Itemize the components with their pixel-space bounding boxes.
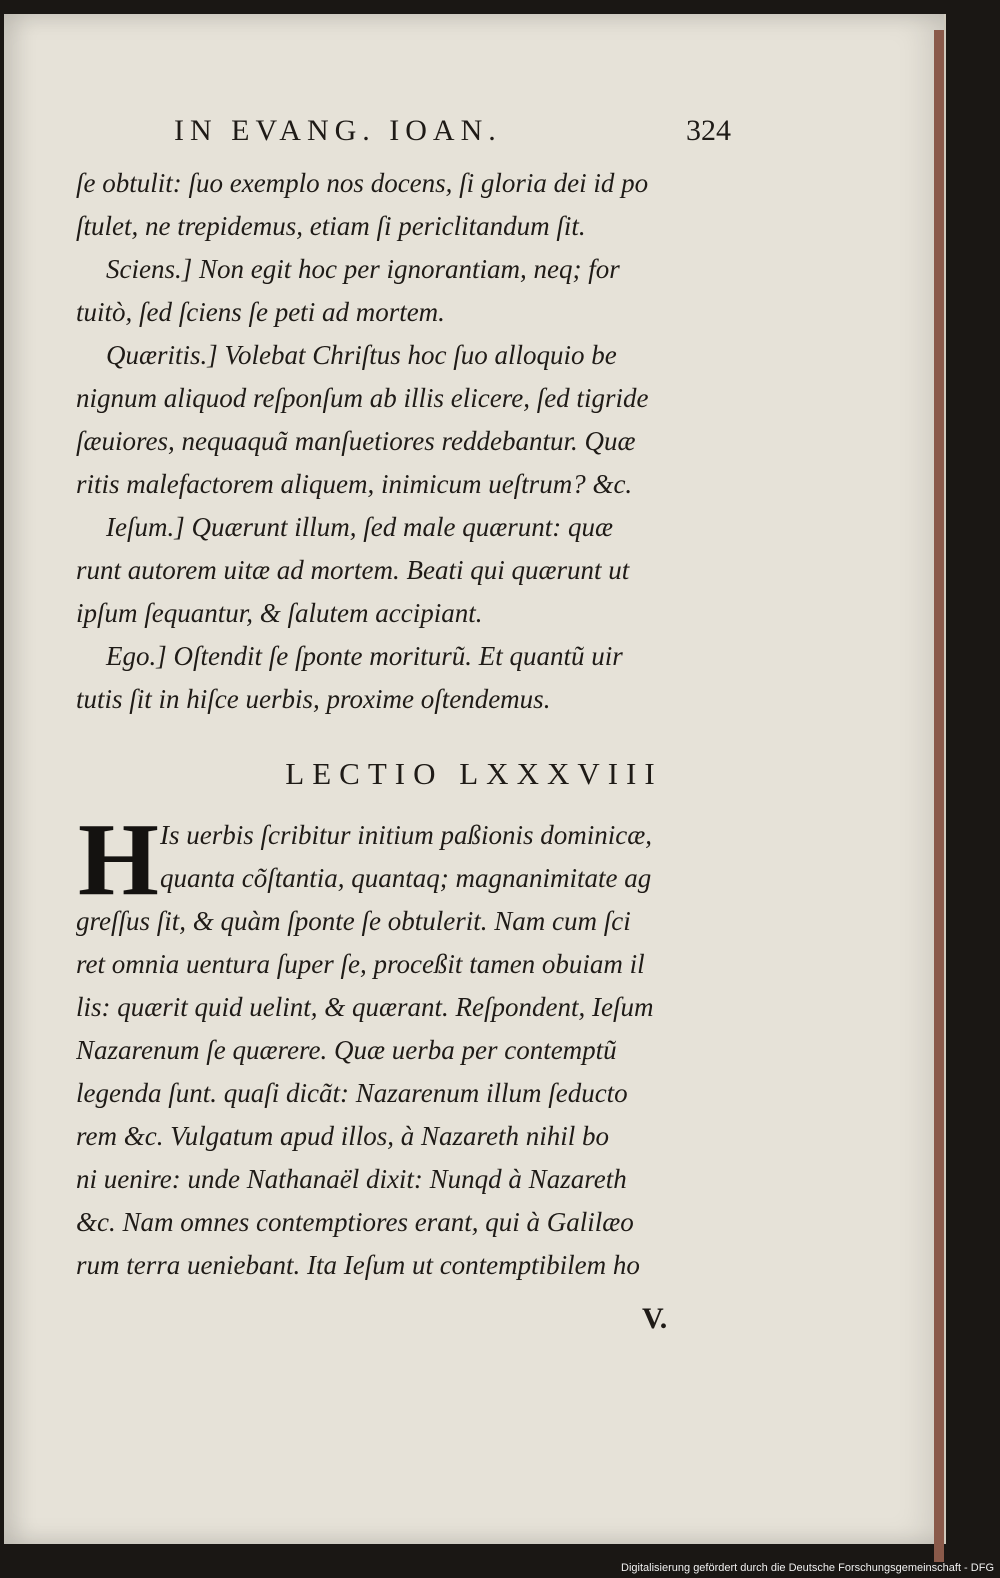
text-line: ritis malefactorem aliquem, inimicum ueſtrum? &c. — [76, 469, 633, 499]
text-line: Ego.] Oſtendit ſe ſponte moriturũ. Et quantũ uir — [106, 641, 623, 671]
text-line: &c. Nam omnes contemptiores erant, qui à Galilæo — [76, 1207, 634, 1237]
text-line: quanta cõſtantia, quantaq; magnanimitate ag — [160, 863, 652, 893]
text-line: ipſum ſequantur, & ſalutem accipiant. — [76, 598, 483, 628]
text-line: legenda ſunt. quaſi dicãt: Nazarenum illum ſeducto — [76, 1078, 628, 1108]
text-line: lis: quærit quid uelint, & quærant. Reſpondent, Ieſum — [76, 992, 654, 1022]
text-line: nignum aliquod reſponſum ab illis elicere, ſed tigride — [76, 383, 649, 413]
text-line: Nazarenum ſe quærere. Quæ uerba per contemptũ — [76, 1035, 617, 1065]
decorated-initial: H — [78, 802, 159, 917]
running-head-title: IN EVANG. IOAN. — [174, 114, 502, 147]
text-line: tuitò, ſed ſciens ſe peti ad mortem. — [76, 297, 445, 327]
digitization-credit: Digitalisierung gefördert durch die Deutsche Forschungsgemeinschaft - DFG — [621, 1562, 994, 1574]
lectio-text — [76, 802, 741, 1287]
folio-number: 324 — [686, 114, 731, 147]
text-line: runt autorem uitæ ad mortem. Beati qui quærunt ut — [76, 555, 630, 585]
text-line: rum terra ueniebant. Ita Ieſum ut contemptibilem ho — [76, 1250, 640, 1280]
text-line: ni uenire: unde Nathanaël dixit: Nunqd à Nazareth — [76, 1164, 627, 1194]
book-page — [4, 14, 946, 1544]
text-line: Quæritis.] Volebat Chriſtus hoc ſuo alloquio be — [106, 340, 617, 370]
text-line: ſæuiores, nequaquã manſuetiores reddebantur. Quæ — [76, 426, 636, 456]
signature-mark: V. — [642, 1302, 668, 1335]
text-line: Sciens.] Non egit hoc per ignorantiam, neq; for — [106, 254, 620, 284]
text-line: Ieſum.] Quærunt illum, ſed male quærunt: quæ — [106, 512, 613, 542]
lectio-heading: LECTIO LXXXVIII — [285, 756, 663, 791]
text-line: Is uerbis ſcribitur initium paßionis dominicæ, — [160, 820, 653, 850]
text-line: ſtulet, ne trepidemus, etiam ſi periclitandum ſit. — [76, 211, 586, 241]
text-line: ret omnia uentura ſuper ſe, proceßit tamen obuiam il — [76, 949, 645, 979]
text-line: tutis ſit in hiſce uerbis, proxime oſtendemus. — [76, 684, 551, 714]
text-line: greſſus ſit, & quàm ſponte ſe obtulerit. Nam cum ſci — [76, 906, 631, 936]
commentary-text — [76, 162, 741, 721]
text-line: rem &c. Vulgatum apud illos, à Nazareth nihil bo — [76, 1121, 609, 1151]
text-line: ſe obtulit: ſuo exemplo nos docens, ſi gloria dei id po — [76, 168, 649, 198]
running-head — [4, 114, 944, 158]
